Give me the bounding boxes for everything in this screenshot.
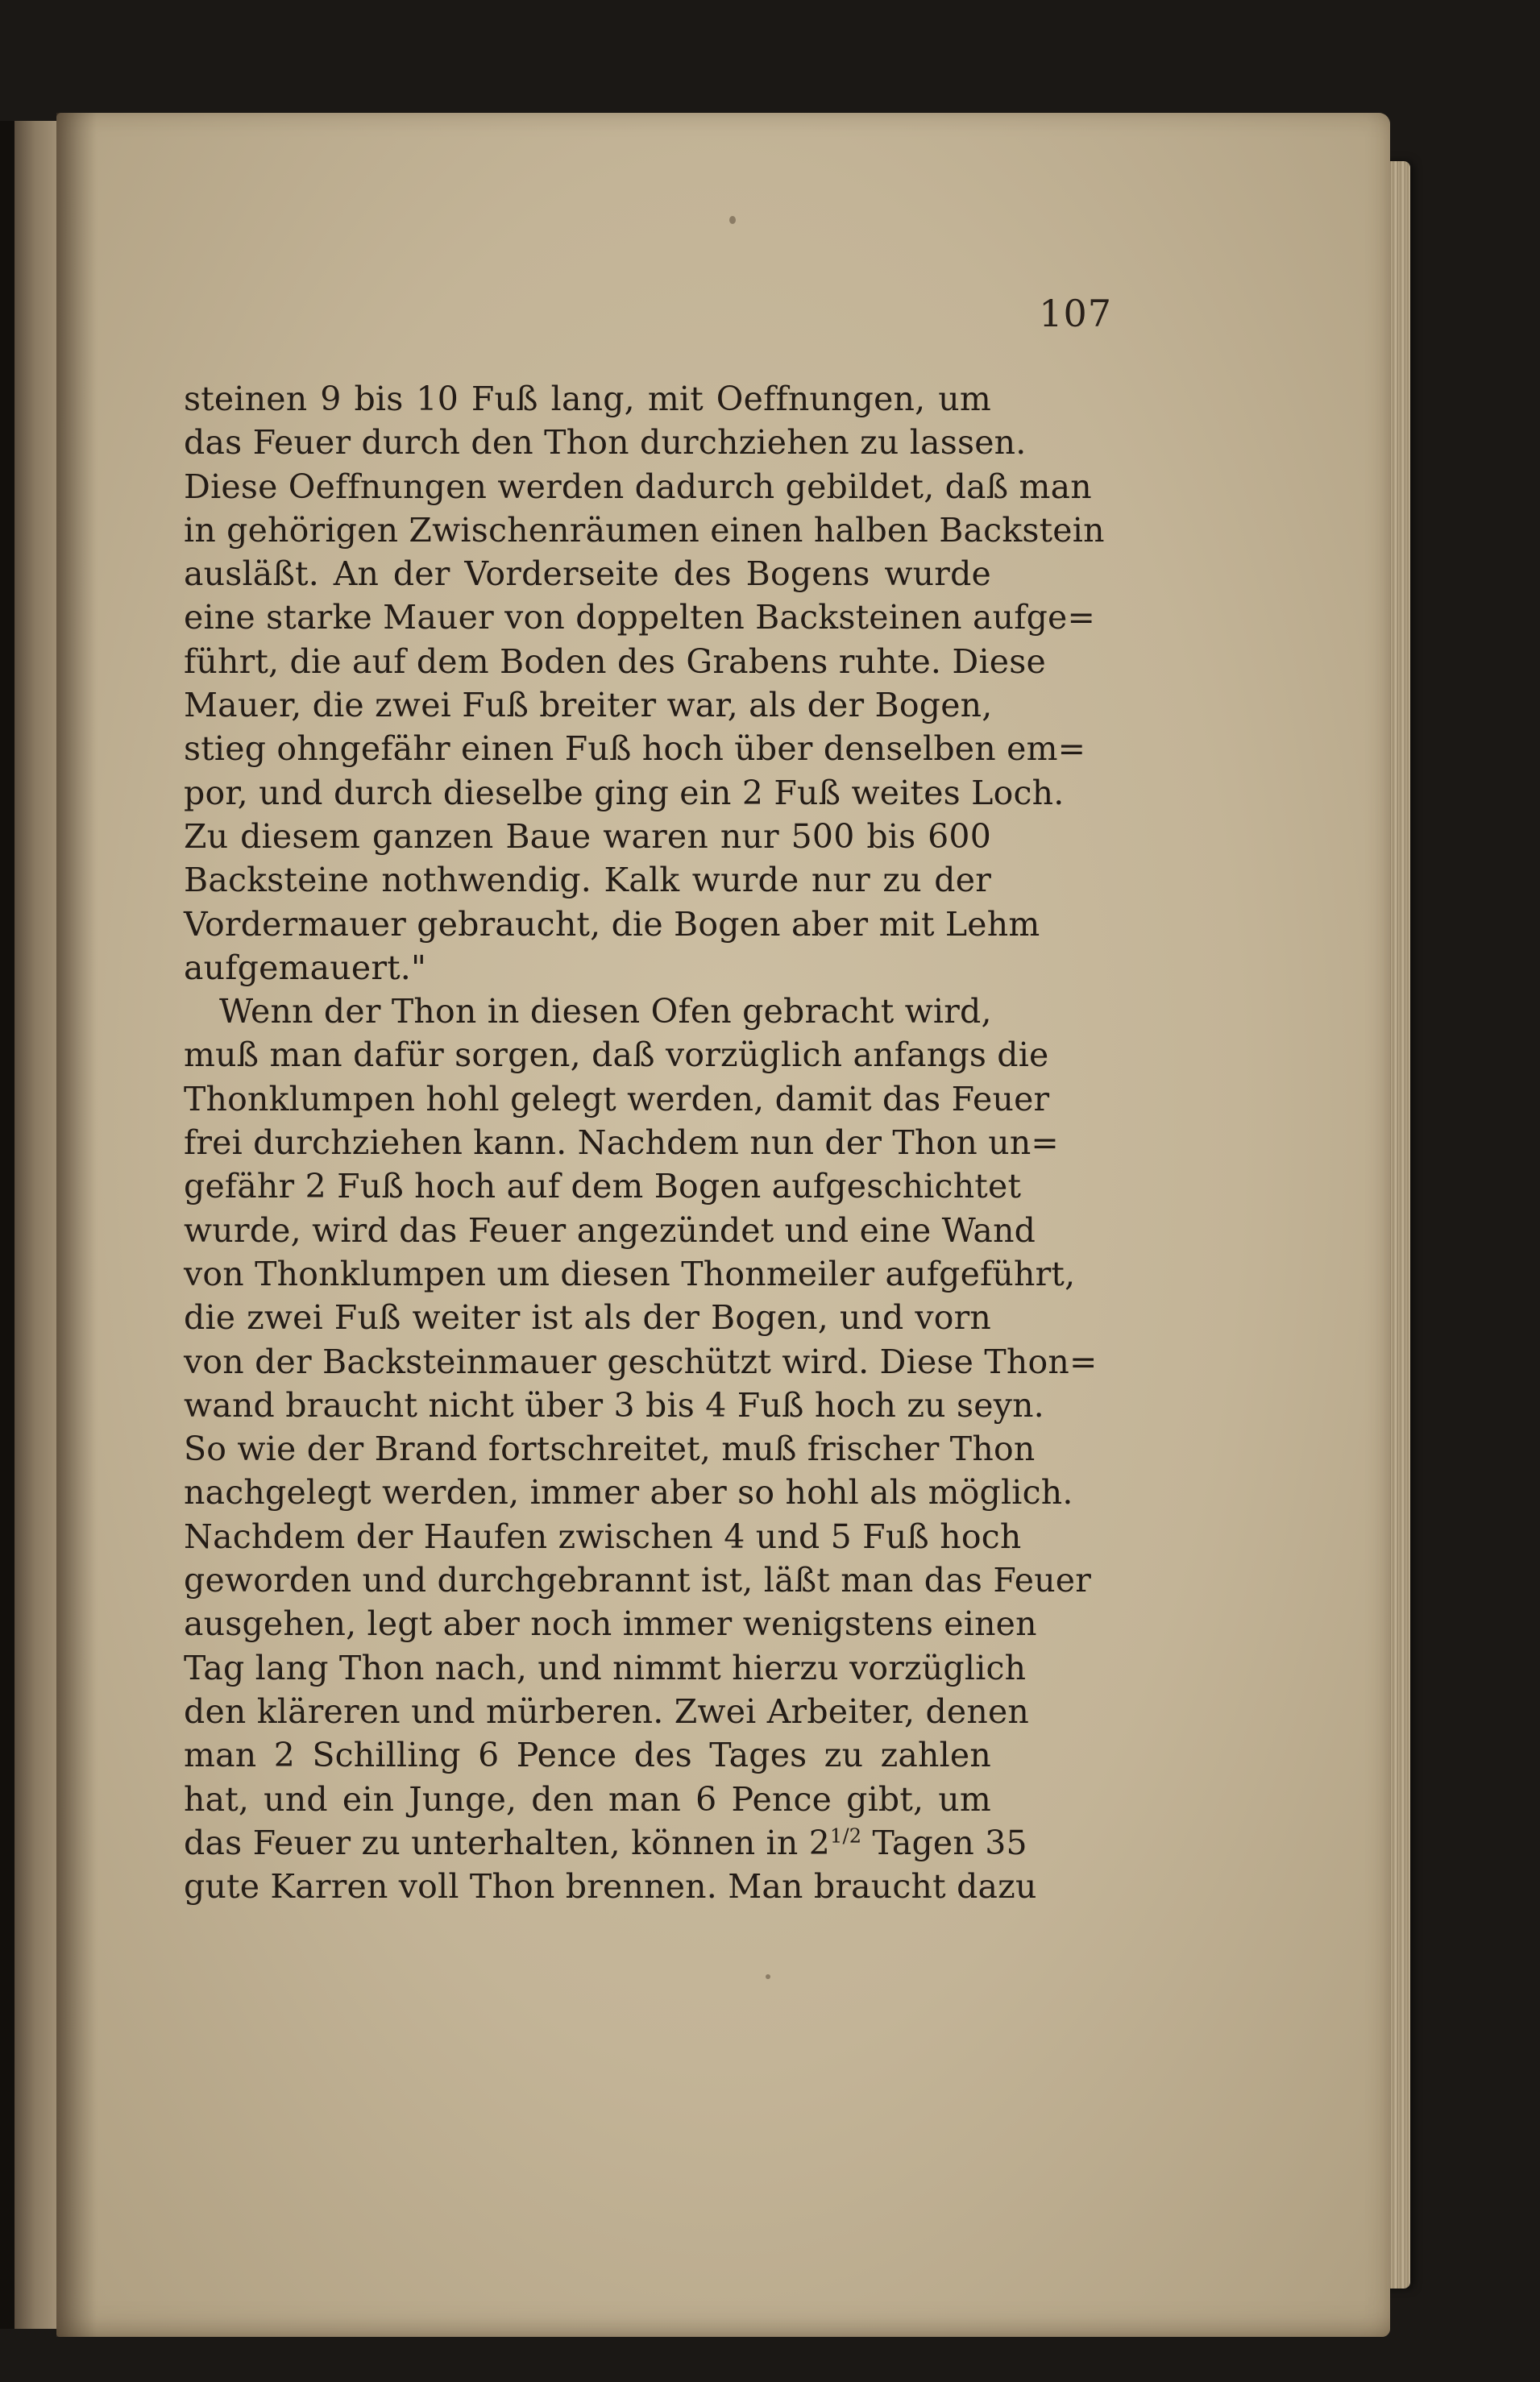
text-line: aufgemauert." — [184, 948, 427, 987]
paragraph-first-line: Wenn der Thon in diesen Ofen gebracht wird, — [219, 992, 992, 1031]
body-text — [184, 377, 1105, 1908]
text-line: Nachdem der Haufen zwischen 4 und 5 Fuß hoch — [184, 1517, 1022, 1556]
text-line: nachgelegt werden, immer aber so hohl als möglich. — [184, 1473, 1073, 1513]
text-line: gefähr 2 Fuß hoch auf dem Bogen aufgeschichtet — [184, 1167, 1022, 1206]
text-line: Tag lang Thon nach, und nimmt hierzu vorzüglich — [184, 1648, 1027, 1687]
fraction-one-half: 1/2 — [829, 1824, 862, 1848]
text-line: gute Karren voll Thon brennen. Man braucht dazu — [184, 1867, 1037, 1907]
text-line: frei durchziehen kann. Nachdem nun der Thon un= — [184, 1123, 1059, 1163]
text-line: in gehörigen Zwischenräumen einen halben Backstein — [184, 510, 1105, 550]
text-line: hat, und ein Junge, den man 6 Pence gibt, um — [184, 1779, 991, 1819]
text-line: stieg ohngefähr einen Fuß hoch über denselben em= — [184, 729, 1086, 769]
text-line: por, und durch dieselbe ging ein 2 Fuß weites Loch. — [184, 773, 1065, 812]
text-line: von der Backsteinmauer geschützt wird. Diese Thon= — [184, 1342, 1098, 1381]
text-line: man 2 Schilling 6 Pence des Tages zu zahlen — [184, 1736, 991, 1775]
text-line: wurde, wird das Feuer angezündet und eine Wand — [184, 1210, 1036, 1250]
text-line-with-fraction — [184, 1821, 1027, 1865]
text-line: eine starke Mauer von doppelten Backsteinen aufge= — [184, 598, 1096, 637]
text-line: muß man dafür sorgen, daß vorzüglich anfangs die — [184, 1035, 1049, 1075]
text-line: Vordermauer gebraucht, die Bogen aber mit Lehm — [184, 904, 1040, 944]
fraction-line-start: das Feuer zu unterhalten, können in 2 — [184, 1823, 830, 1862]
text-line: Thonklumpen hohl gelegt werden, damit das Feuer — [184, 1079, 1050, 1118]
text-line: von Thonklumpen um diesen Thonmeiler aufgeführt, — [184, 1254, 1076, 1293]
text-line: das Feuer durch den Thon durchziehen zu lassen. — [184, 423, 1027, 463]
fraction-line-end: Tagen 35 — [861, 1823, 1027, 1862]
text-line: geworden und durchgebrannt ist, läßt man das Feuer — [184, 1561, 1092, 1600]
text-line: führt, die auf dem Boden des Grabens ruhte. Diese — [184, 641, 1046, 681]
page-number: 107 — [1039, 292, 1112, 335]
text-line: ausläßt. An der Vorderseite des Bogens wurde — [184, 554, 991, 594]
text-line: die zwei Fuß weiter ist als der Bogen, und vorn — [184, 1298, 991, 1338]
text-line: So wie der Brand fortschreitet, muß frischer Thon — [184, 1430, 1036, 1469]
text-line: den kläreren und mürberen. Zwei Arbeiter, denen — [184, 1691, 1030, 1731]
text-line: Backsteine nothwendig. Kalk wurde nur zu der — [184, 861, 991, 900]
text-line: ausgehen, legt aber noch immer wenigstens einen — [184, 1604, 1037, 1644]
text-line: Diese Oeffnungen werden dadurch gebildet, daß man — [184, 467, 1092, 506]
text-line: wand braucht nicht über 3 bis 4 Fuß hoch zu seyn. — [184, 1385, 1044, 1425]
text-line: Mauer, die zwei Fuß breiter war, als der Bogen, — [184, 686, 993, 725]
text-line: steinen 9 bis 10 Fuß lang, mit Oeffnungen, um — [184, 380, 991, 418]
text-line: Zu diesem ganzen Baue waren nur 500 bis 600 — [184, 816, 991, 856]
